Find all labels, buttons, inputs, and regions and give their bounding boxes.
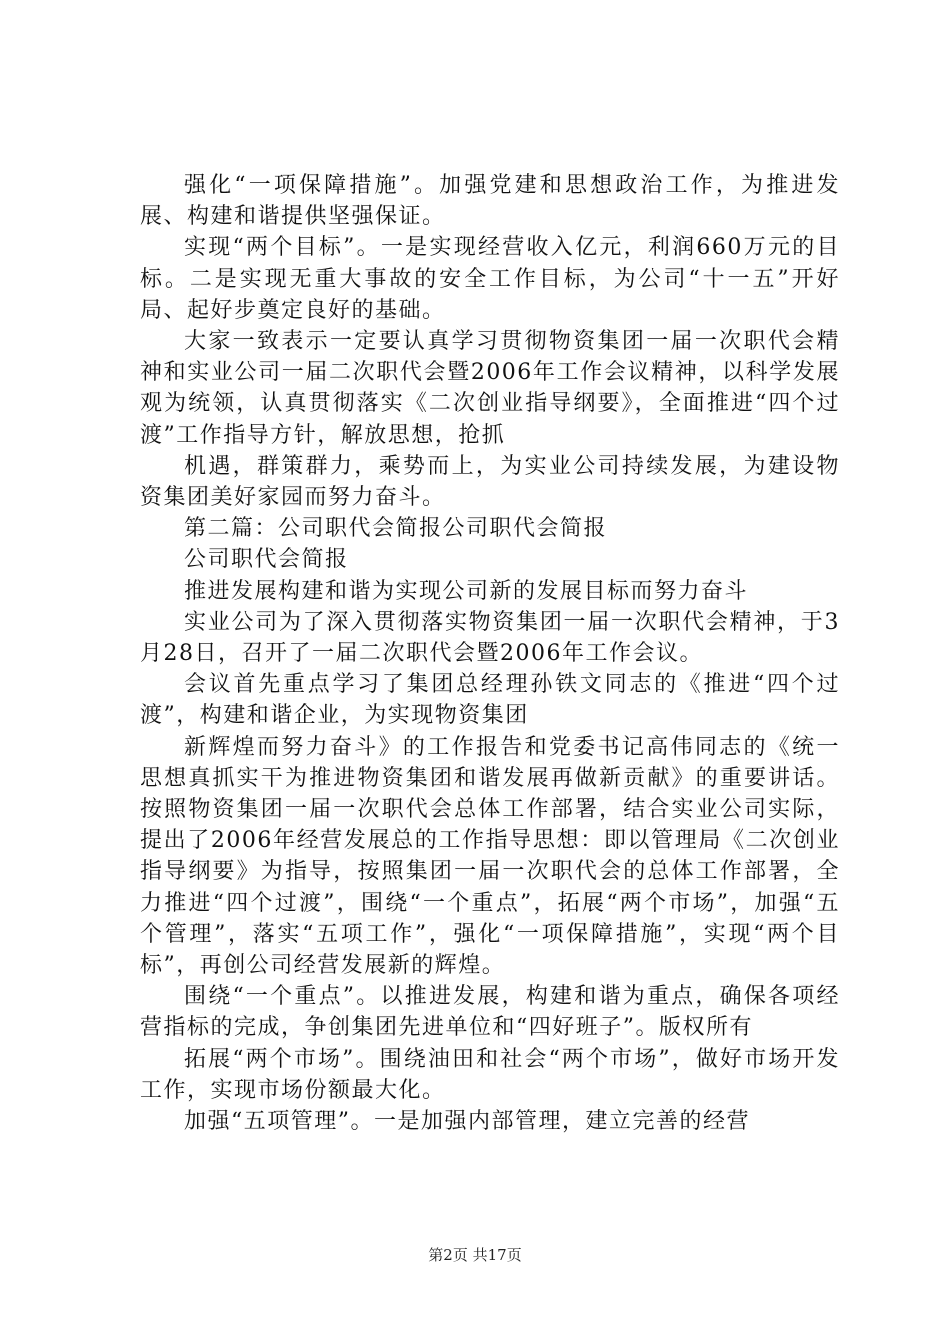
page-footer: 第2页 共17页 — [428, 1246, 522, 1264]
paragraph: 大家一致表示一定要认真学习贯彻物资集团一届一次职代会精神和实业公司一届二次职代会暨2006年工作会议精神，以科学发展观为统领，认真贯彻落实《二次创业指导纲要》，全面推进“四个过渡”工作指导方针，解放思想，抢抓 — [140, 329, 840, 448]
section-heading: 第二篇：公司职代会简报公司职代会简报 — [184, 516, 608, 542]
paragraph: 会议首先重点学习了集团总经理孙铁文同志的《推进“四个过渡”，构建和谐企业，为实现物资集团 — [140, 672, 840, 729]
document-body — [140, 170, 840, 1137]
paragraph: 加强“五项管理”。一是加强内部管理，建立完善的经营 — [184, 1109, 750, 1135]
paragraph: 围绕“一个重点”。以推进发展，构建和谐为重点，确保各项经营指标的完成，争创集团先进单位和“四好班子”。版权所有 — [140, 984, 840, 1041]
paragraph: 强化“一项保障措施”。加强党建和思想政治工作，为推进发展、构建和谐提供坚强保证。 — [140, 173, 840, 230]
paragraph: 新辉煌而努力奋斗》的工作报告和党委书记高伟同志的《统一思想真抓实干为推进物资集团和谐发展再做新贡献》的重要讲话。按照物资集团一届一次职代会总体工作部署，结合实业公司实际，提出了2006年经营发展总的工作指导思想：即以管理局《二次创业指导纲要》为指导，按照集团一届一次职代会的总体工作部署，全力推进“四个过渡”，围绕“一个重点”，拓展“两个市场”，加强“五个管理”，落实“五项工作”，强化“一项保障措施”，实现“两个目标”，再创公司经营发展新的辉煌。 — [140, 734, 840, 979]
paragraph: 拓展“两个市场”。围绕油田和社会“两个市场”，做好市场开发工作，实现市场份额最大化。 — [140, 1046, 840, 1103]
report-subtitle: 推进发展构建和谐为实现公司新的发展目标而努力奋斗 — [184, 578, 749, 604]
paragraph: 实业公司为了深入贯彻落实物资集团一届一次职代会精神，于3月28日，召开了一届二次职代会暨2006年工作会议。 — [140, 609, 840, 667]
report-title: 公司职代会简报 — [184, 547, 349, 573]
paragraph: 机遇，群策群力，乘势而上，为实业公司持续发展，为建设物资集团美好家园而努力奋斗。 — [140, 453, 840, 511]
paragraph: 实现“两个目标”。一是实现经营收入亿元，利润660万元的目标。二是实现无重大事故的安全工作目标，为公司“十一五”开好局、起好步奠定良好的基础。 — [140, 235, 840, 323]
